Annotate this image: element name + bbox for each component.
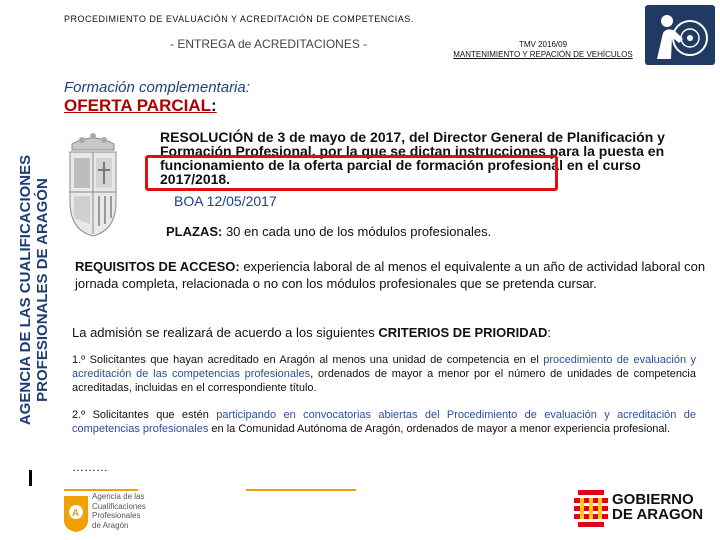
admision-criterios: CRITERIOS DE PRIORIDAD [378,325,548,340]
criterio-text-a: Solicitantes que estén [85,409,217,421]
admision-colon: : [547,325,552,340]
plazas-label: PLAZAS: [166,224,223,239]
agency-name-line: Agencia de las [92,492,145,501]
gobierno-logo [572,488,610,535]
criterio-text-c: en la Comunidad Autónoma de Aragón, ordenados de mayor a menor experiencia profesional. [208,423,671,435]
plazas-text: 30 en cada uno de los módulos profesionales. [222,224,492,239]
agency-name-line: Profesionales [92,511,141,520]
oferta-colon: : [211,96,217,115]
admision-info [72,325,551,340]
gobierno-logo-icon [572,488,610,530]
requisitos-label: REQUISITOS DE ACCESO: [75,259,240,274]
resolution-text: RESOLUCIÓN de 3 de mayo de 2017, del Director General de Planificación y Formación Profesional, por la que se dictan instrucciones para la puesta en funcionamiento de la oferta parcial de formación profesional en el curso 2017/2018. [160,129,665,187]
course-code [448,40,638,60]
agency-sidebar [17,110,51,470]
highlight-box [145,155,558,191]
code-line-2: MANTENIMIENTO Y REPACIÓN DE VEHÍCULOS [453,50,633,59]
agency-line-2: PROFESIONALES DE ARAGÓN [34,178,51,402]
ellipsis: ……… [72,460,108,474]
requisitos-text: experiencia laboral de al menos el equivalente a un año de actividad laboral con jornada completa, relacionada o no con los módulos profesionales que se pretenda cursar. [75,259,706,291]
gobierno-line-2: DE ARAGON [612,506,704,523]
agency-name-line: Cualificaciones [92,501,146,511]
criterio-text-a: Solicitantes que hayan acreditado en Aragón al menos una unidad de competencia en el [85,354,544,366]
criterio-item [72,408,696,436]
svg-text:A: A [72,508,80,519]
section-label: Formación complementaria: [64,79,250,96]
agency-vertical-title [17,155,51,425]
criterio-text-c: , ordenados de mayor a menor por el número de unidades de competencia acreditadas, incluidas en el correspondiente título. [72,368,696,394]
header-title: PROCEDIMIENTO DE EVALUACIÓN Y ACREDITACIÓN DE COMPETENCIAS. [64,14,414,24]
code-line-1: TMV 2016/09 [518,40,568,49]
agency-name-line: de Aragón [92,520,129,530]
section-title [64,96,217,116]
oferta-text: OFERTA PARCIAL [64,96,212,115]
requisitos-info [75,258,710,292]
criterio-item [72,353,696,395]
plazas-info [166,224,491,239]
sidebar-accent-bar [29,470,32,486]
criterio-number: 1.º [72,354,86,366]
mechanic-logo-graphic [645,5,715,65]
gobierno-line-1: GOBIERNO [612,491,694,508]
coat-of-arms-icon [62,130,124,240]
agency-line-1: AGENCIA DE LAS CUALIFICACIONES [17,154,34,426]
criterio-text-highlight: procedimiento de evaluación y acreditación de las competencias profesionales [72,354,697,380]
boa-reference: BOA 12/05/2017 [174,193,277,209]
aragon-coat-of-arms [62,130,124,240]
footer-divider [246,489,356,491]
admision-text: La admisión se realizará de acuerdo a los siguientes [72,325,379,340]
mechanic-logo-icon [645,5,715,65]
footer-divider [64,489,138,491]
header-subtitle: - ENTREGA de ACREDITACIONES - [170,37,368,51]
agency-logo-icon [62,492,92,534]
criterio-number: 2.º [72,409,86,421]
gobierno-name [612,492,703,522]
criterio-text-highlight: participando en convocatorias abiertas del Procedimiento de evaluación y acreditación de competencias profesionales [72,409,696,435]
agency-name [92,492,146,530]
